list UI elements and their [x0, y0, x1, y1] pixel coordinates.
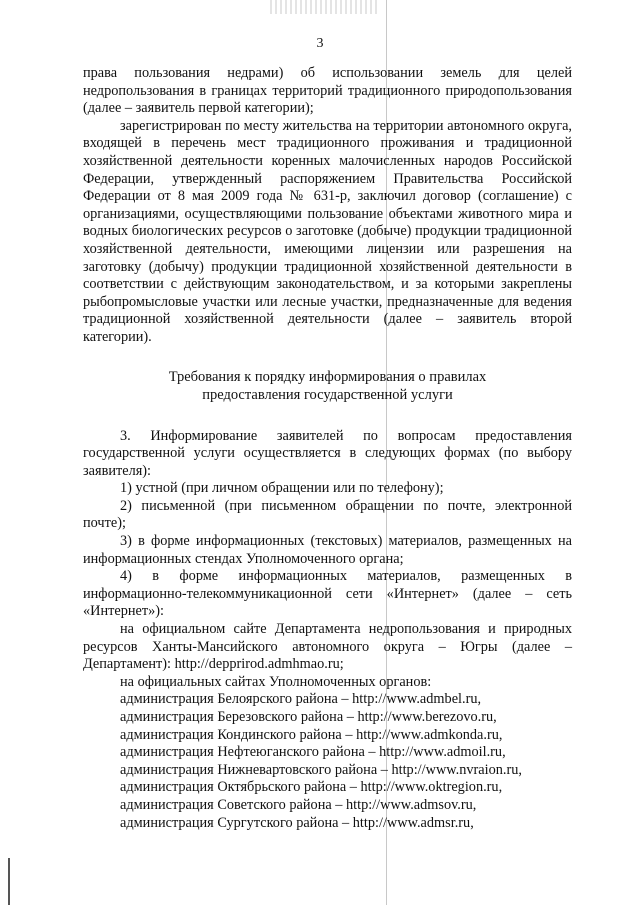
section-heading-line-1: Требования к порядку информирования о правилах: [168, 368, 487, 385]
paragraph: 2) письменной (при письменном обращении по почте, электронной почте);: [83, 497, 572, 532]
site-list-item: администрация Нефтеюганского района – http://www.admoil.ru,: [120, 744, 506, 761]
site-list-item: администрация Белоярского района – http://www.admbel.ru,: [120, 691, 482, 708]
site-list-item: администрация Кондинского района – http://www.admkonda.ru,: [120, 726, 503, 743]
paragraph: на официальных сайтах Уполномоченных органов:: [120, 673, 432, 690]
paragraph: 3. Информирование заявителей по вопросам предоставления государственной услуги осуществляется в следующих формах (по выбору заявителя):: [83, 427, 572, 479]
site-list-item: администрация Октябрьского района – http://www.oktregion.ru,: [120, 779, 503, 796]
site-list-item: администрация Нижневартовского района – http://www.nvraion.ru,: [120, 761, 522, 778]
paragraph: на официальном сайте Департамента недропользования и природных ресурсов Ханты-Мансийского автономного округа – Югры (далее – Департамент): http://depprirod.admhmao.ru;: [83, 621, 572, 673]
paragraph: 1) устной (при личном обращении или по телефону);: [120, 480, 444, 497]
paragraph: 3) в форме информационных (текстовых) материалов, размещенных на информационных стендах Уполномоченного органа;: [83, 533, 572, 567]
paragraph: права пользования недрами) об использовании земель для целей недропользования в границах территорий традиционного природопользования (далее – заявитель первой категории);: [83, 65, 572, 117]
document-body: [83, 65, 572, 832]
paragraph: зарегистрирован по месту жительства на территории автономного округа, входящей в перечень мест традиционного проживания и традиционной хозяйственной деятельности коренных малочисленных народов Российской Федерации, утвержденный распоряжением Правительства Российской Федерации от 8 мая 2009 года № 631-р, заключил договор (соглашение) с организациями, осуществляющими пользование объектами животного мира и водных биологических ресурсов о заготовке (добыче) продукции традиционной хозяйственной деятельности, имеющими лицензии или разрешения на заготовку (добычу) продукции традиционной хозяйственной деятельности в соответствии с действующим законодательством, и за которыми закреплены рыбопромысловые участки или лесные участки, предназначенные для ведения традиционной хозяйственной деятельности (далее – заявитель второй категории).: [83, 117, 572, 345]
page-number: 3: [316, 36, 324, 51]
site-list-item: администрация Березовского района – http://www.berezovo.ru,: [120, 709, 497, 725]
site-list-item: администрация Советского района – http://www.admsov.ru,: [120, 796, 477, 813]
site-list-item: администрация Сургутского района – http://www.admsr.ru,: [120, 814, 474, 831]
section-heading: [83, 368, 572, 404]
scan-artifact-top: [270, 0, 380, 14]
scan-artifact-edge: [8, 858, 10, 905]
paragraph: 4) в форме информационных материалов, размещенных в информационно-телекоммуникационной сети «Интернет» (далее – сеть «Интернет»):: [83, 568, 572, 620]
section-heading-line-2: предоставления государственной услуги: [202, 386, 453, 403]
